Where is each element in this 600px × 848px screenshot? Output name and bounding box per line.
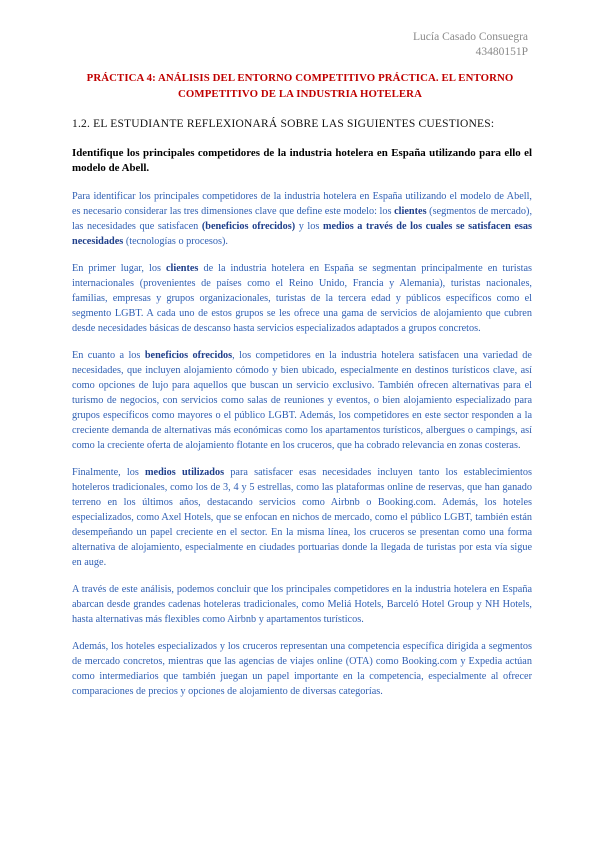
paragraph-5: A través de este análisis, podemos concluir que los principales competidores en la industria hotelera en España abarcan desde grandes cadenas hoteleras tradicionales, como Meliá Hotels, Barceló Hotel Group y NH Hotels, hasta alternativas más flexibles como Airbnb y apartamentos turísticos. bbox=[72, 584, 532, 625]
term-clientes: clientes bbox=[394, 206, 427, 217]
paragraph-4: Finalmente, los medios utilizados para satisfacer esas necesidades incluyen tanto los establecimientos hoteleros tradicionales, como los de 3, 4 y 5 estrellas, como las plataformas online de reservas, que han ganado terreno en los últimos años, destacando servicios como Airbnb o Booking.com. Además, los hoteles especializados, como Axel Hotels, que se enfocan en nichos de mercado, como el público LGBT, también están desempeñando un papel creciente en el sector. En la misma línea, los cruceros se presentan como una forma alternativa de alojamiento, especialmente en ciudades portuarias donde la llegada de turistas por esta vía sigue en auge. bbox=[72, 467, 532, 568]
term-beneficios: (beneficios ofrecidos) bbox=[201, 221, 296, 232]
question-text: Identifique los principales competidores de la industria hotelera en España utilizando para ello el modelo de Abell. bbox=[72, 147, 532, 174]
term-clientes: clientes bbox=[165, 263, 199, 274]
author-name: Lucía Casado Consuegra bbox=[413, 31, 528, 43]
paragraph-2: En primer lugar, los clientes de la industria hotelera en España se segmentan principalmente en turistas internacionales (provenientes de países como el Reino Unido, Francia y Alemania), turistas nacionales, familias, empresas y grupos organizacionales, turistas de la tercera edad y públicos específicos como el segmento LGBT. A cada uno de estos grupos se les ofrece una gama de servicios de alojamiento que cubren desde necesidades básicas de descanso hasta servicios especializados adaptados a grupos concretos. bbox=[72, 263, 532, 334]
paragraph-6: Además, los hoteles especializados y los cruceros representan una competencia específica dirigida a segmentos de mercado concretos, mientras que las agencias de viajes online (OTA) como Booking.com y Expedia actúan como intermediarios que también juegan un papel importante en la competencia, especialmente al ofrecer comparaciones de precios y opciones de alojamiento de diversas categorías. bbox=[72, 641, 532, 697]
term-beneficios-ofrecidos: beneficios ofrecidos bbox=[144, 350, 233, 361]
term-medios-utilizados: medios utilizados bbox=[145, 467, 225, 478]
document-title: PRÁCTICA 4: ANÁLISIS DEL ENTORNO COMPETITIVO PRÁCTICA. EL ENTORNO COMPETITIVO DE LA INDUSTRIA HOTELERA bbox=[86, 72, 514, 100]
paragraph-1: Para identificar los principales competidores de la industria hotelera en España utilizando el modelo de Abell, es necesario considerar las tres dimensiones clave que define este modelo: los clientes (segmentos de mercado), las necesidades que satisfacen (beneficios ofrecidos) y los medios a través de los cuales se satisfacen esas necesidades (tecnologías o procesos). bbox=[72, 191, 533, 247]
answer-body bbox=[72, 189, 532, 711]
author-id: 43480151P bbox=[475, 46, 528, 58]
author-header bbox=[413, 30, 528, 60]
paragraph-3: En cuanto a los beneficios ofrecidos, los competidores en la industria hotelera satisfacen una variedad de necesidades, que incluyen alojamiento cómodo y bien ubicado, especialmente en destinos turísticos clave, así como opciones de lujo para aquellos que buscan un servicio exclusivo. También ofrecen alternativas para el turismo de negocios, con servicios como salas de reuniones y eventos, o bien alojamiento especializado para grupos específicos como mayores o el público LGBT. Además, los competidores en este sector responden a la creciente demanda de alternativas más económicas como los apartamentos turísticos, albergues o campings, así como la creciente oferta de alojamiento flotante en los cruceros, que ha cobrado relevancia en zonas costeras. bbox=[72, 350, 532, 451]
term-medios: medios a través de los cuales se satisfacen esas necesidades bbox=[72, 221, 533, 247]
section-heading: 1.2. EL ESTUDIANTE REFLEXIONARÁ SOBRE LAS SIGUIENTES CUESTIONES: bbox=[72, 118, 495, 130]
